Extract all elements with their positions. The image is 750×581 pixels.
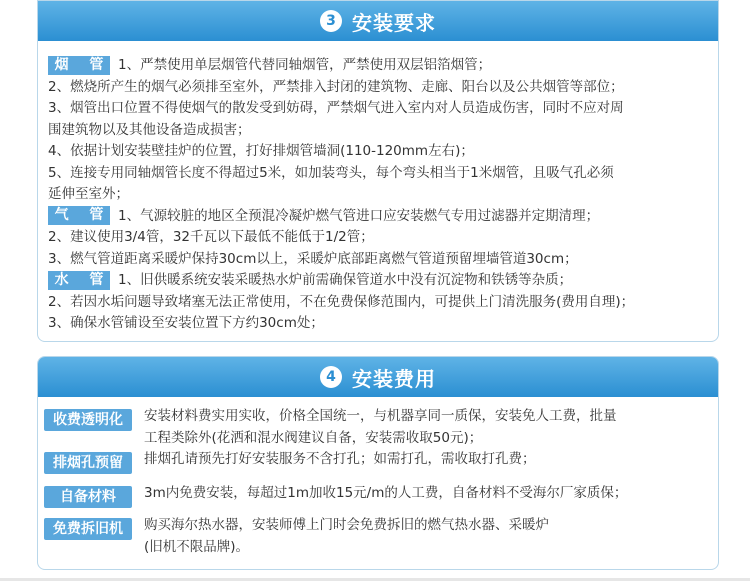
installation-requirements-panel [37, 0, 719, 342]
fee-line: 排烟孔请预先打好安装服务不含打孔；如需打孔，需收取打孔费； [144, 451, 536, 467]
flue-line-2: 2、燃烧所产生的烟气必须排至室外，严禁排入封闭的建筑物、走廊、阳台以及公共烟管等部位； [48, 78, 624, 95]
flue-tag: 烟 管 [48, 56, 110, 75]
requirements-header [38, 1, 718, 41]
fee-text-free-removal [144, 515, 709, 558]
fees-title: 安装费用 [352, 366, 436, 391]
step-number-badge: 3 [320, 10, 342, 32]
gas-line-3: 3、燃气管道距离采暖炉保持30cm以上，采暖炉底部距离燃气管道预留埋墙管道30cm； [48, 250, 578, 267]
flue-line-3: 3、烟管出口位置不得使烟气的散发受到妨碍，严禁烟气进入室内对人员造成伤害，同时不应对周 [48, 100, 624, 116]
fee-line: 购买海尔热水器，安装师傅上门时会免费拆旧的燃气热水器、采暖炉 [144, 517, 549, 533]
fee-text-own-materials [144, 483, 709, 508]
fee-tag-flue-hole: 排烟孔预留 [44, 452, 132, 474]
fee-line: 工程类除外(花洒和混水阀建议自备，安装需收取50元)； [144, 429, 483, 446]
fee-tag-own-materials: 自备材料 [44, 486, 132, 508]
fee-row-free-removal [44, 518, 709, 558]
fee-text-transparent [144, 406, 709, 449]
fee-text-flue-hole [144, 449, 709, 474]
fee-tag-free-removal: 免费拆旧机 [44, 518, 132, 540]
flue-line-7: 延伸至室外； [48, 186, 129, 202]
flue-line-1: 烟 管 1、严禁使用单层烟管代替同轴烟管，严禁使用双层铝箔烟管； [48, 55, 718, 77]
flue-line-6: 5、连接专用同轴烟管长度不得超过5米，如加装弯头，每个弯头相当于1米烟管，且吸气孔必须 [48, 164, 614, 181]
fee-tag-transparent: 收费透明化 [44, 409, 132, 431]
gas-tag: 气 管 [48, 206, 110, 225]
flue-line-4: 围建筑物以及其他设备造成损害； [48, 121, 251, 138]
fee-line: 安装材料费实用实收，价格全国统一，与机器享同一质保，安装免人工费，批量 [144, 408, 617, 424]
fee-row-flue-hole [44, 452, 709, 474]
fee-line: 3m内免费安装，每超过1m加收15元/m的人工费，自备材料不受海尔厂家质保； [144, 485, 628, 501]
installation-fees-panel [37, 356, 719, 570]
flue-line-5: 4、依据计划安装壁挂炉的位置，打好排烟管墙洞(110-120mm左右)； [48, 143, 474, 159]
water-tag: 水 管 [48, 271, 110, 290]
fees-header [38, 357, 718, 397]
requirements-body [38, 41, 718, 335]
fee-row-own-materials [44, 486, 709, 508]
gas-line-2: 2、建议使用3/4管，32千瓦以下最低不能低于1/2管； [48, 229, 374, 245]
requirements-title: 安装要求 [352, 10, 436, 35]
fee-line: (旧机不限品牌)。 [144, 538, 250, 555]
water-line-1: 水 管 1、旧供暖系统安装采暖热水炉前需确保管道水中没有沉淀物和铁锈等杂质； [48, 270, 718, 292]
water-line-3: 3、确保水管铺设至安装位置下方约30cm处； [48, 315, 324, 331]
fee-row-transparent [44, 409, 709, 449]
step-number-badge: 4 [320, 366, 342, 388]
gas-line-1: 气 管 1、气源较脏的地区全预混冷凝炉燃气管进口应安装燃气专用过滤器并定期清理； [48, 206, 718, 228]
water-line-2: 2、若因水垢问题导致堵塞无法正常使用，不在免费保修范围内，可提供上门清洗服务(费用自理)； [48, 293, 635, 310]
